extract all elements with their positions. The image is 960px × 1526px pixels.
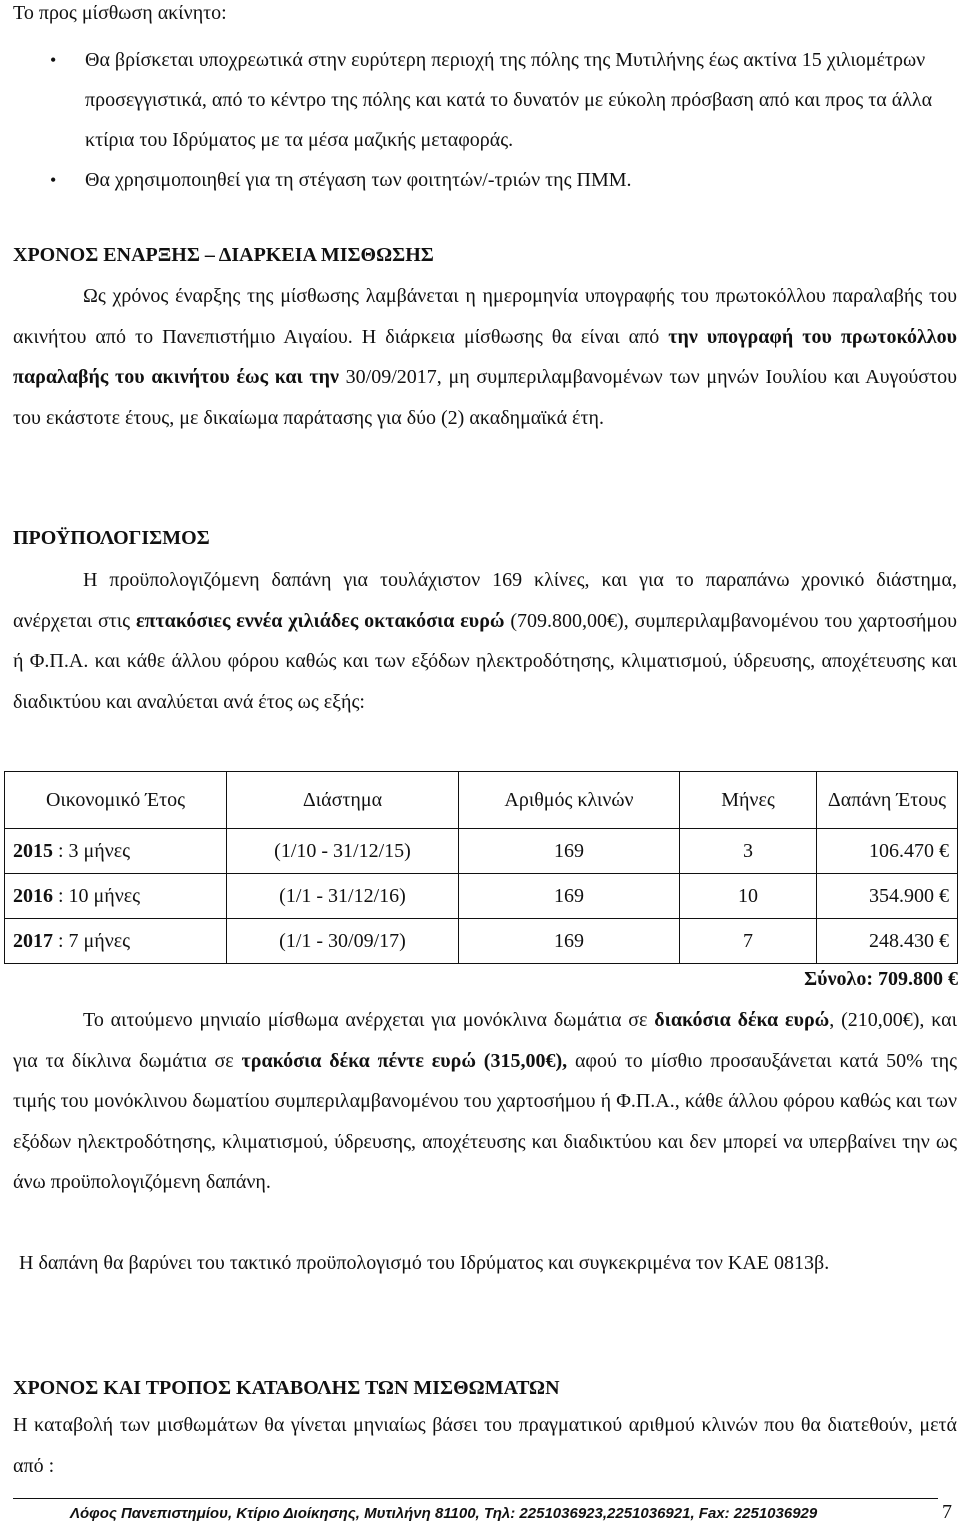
section-heading-budget: ΠΡΟΫΠΟΛΟΓΙΣΜΟΣ (13, 527, 210, 549)
table-cell: 106.470 € (817, 829, 958, 874)
table-header: Οικονομικό Έτος (5, 772, 227, 829)
budget-total: Σύνολο: 709.800 € (804, 968, 958, 990)
budget-table (4, 771, 958, 964)
list-item: • Θα χρησιμοποιηθεί για τη στέγαση των φοιτητών/-τριών της ΠΜΜ. (0, 160, 960, 200)
table-cell: (1/1 - 30/09/17) (227, 919, 459, 964)
table-cell: (1/1 - 31/12/16) (227, 874, 459, 919)
table-header: Αριθμός κλινών (459, 772, 680, 829)
table-row (5, 829, 958, 874)
table-row (5, 919, 958, 964)
table-cell: 2017 : 7 μήνες (5, 919, 227, 964)
table-cell: 2015 : 3 μήνες (5, 829, 227, 874)
payment-paragraph: Η καταβολή των μισθωμάτων θα γίνεται μηνιαίως βάσει του πραγματικού αριθμού κλινών που θα διατεθούν, μετά από : (13, 1414, 957, 1477)
footer-divider (13, 1498, 938, 1499)
table-cell: 169 (459, 919, 680, 964)
page-number: 7 (942, 1501, 952, 1523)
table-cell: 248.430 € (817, 919, 958, 964)
table-cell: (1/10 - 31/12/15) (227, 829, 459, 874)
table-cell: 169 (459, 829, 680, 874)
list-item: • Θα βρίσκεται υποχρεωτικά στην ευρύτερη περιοχή της πόλης της Μυτιλήνης έως ακτίνα 15 χιλιομέτρων προσεγγιστικά, από το κέντρο της πόλης και κατά το δυνατόν με εύκολη πρόσβαση από και προς τα άλλα κτίρια του Ιδρύματος με τα μέσα μαζικής μεταφοράς. (0, 40, 960, 160)
table-cell: 10 (680, 874, 817, 919)
budget-paragraph: Η προϋπολογιζόμενη δαπάνη για τουλάχιστον 169 κλίνες, και για το παραπάνω χρονικό διάστημα, ανέρχεται στις επτακόσιες εννέα χιλιάδες οκτακόσια ευρώ (709.800,00€), συμπεριλαμβανομένου του χαρτοσήμου ή Φ.Π.Α. και κάθε άλλου φόρου καθώς και των εξόδων ηλεκτροδότησης, κλιματισμού, ύδρευσης, αποχέτευσης και διαδικτύου και αναλύεται ανά έτος ως εξής: (13, 569, 957, 713)
duration-paragraph: Ως χρόνος έναρξης της μίσθωσης λαμβάνεται η ημερομηνία υπογραφής του πρωτοκόλλου παραλαβής του ακινήτου από το Πανεπιστήμιο Αιγαίου. Η διάρκεια μίσθωσης θα είναι από την υπογραφή του πρωτοκόλλου παραλαβής του ακινήτου έως και την 30/09/2017, μη συμπεριλαμβανομένων των μηνών Ιουλίου και Αυγούστου του εκάστοτε έτους, με δικαίωμα παράτασης για δύο (2) ακαδημαϊκά έτη. (13, 285, 958, 429)
rent-paragraph: Το αιτούμενο μηνιαίο μίσθωμα ανέρχεται για μονόκλινα δωμάτια σε διακόσια δέκα ευρώ, (210,00€), και για τα δίκλινα δωμάτια σε τρακόσια δέκα πέντε ευρώ (315,00€), αφού το μίσθιο προσαυξάνεται κατά 50% της τιμής του μονόκλινου δωματίου συμπεριλαμβανομένου του χαρτοσήμου ή Φ.Π.Α., κάθε άλλου φόρου καθώς και των εξόδων ηλεκτροδότησης, κλιματισμού, ύδρευσης, αποχέτευσης και διαδικτύου και δεν μπορεί να υπερβαίνει την ως άνω προϋπολογιζόμενη δαπάνη. (13, 1009, 957, 1193)
section-heading-duration: ΧΡΟΝΟΣ ΕΝΑΡΞΗΣ – ΔΙΑΡΚΕΙΑ ΜΙΣΘΩΣΗΣ (13, 244, 434, 266)
table-row (5, 874, 958, 919)
requirements-list (0, 40, 960, 200)
table-cell: 169 (459, 874, 680, 919)
section-heading-payment: ΧΡΟΝΟΣ ΚΑΙ ΤΡΟΠΟΣ ΚΑΤΑΒΟΛΗΣ ΤΩΝ ΜΙΣΘΩΜΑΤΩΝ (13, 1377, 560, 1399)
table-header: Δαπάνη Έτους (817, 772, 958, 829)
footer-address: Λόφος Πανεπιστημίου, Κτίριο Διοίκησης, Μυτιλήνη 81100, Τηλ: 2251036923,2251036921, Fax: 2251036929 (70, 1505, 818, 1522)
table-header: Διάστημα (227, 772, 459, 829)
table-cell: 2016 : 10 μήνες (5, 874, 227, 919)
table-header-row (5, 772, 958, 829)
funding-paragraph: Η δαπάνη θα βαρύνει του τακτικό προϋπολογισμό του Ιδρύματος και συγκεκριμένα τον ΚΑΕ 0813β. (19, 1252, 830, 1274)
intro-text: Το προς μίσθωση ακίνητο: (13, 2, 227, 24)
table-header: Μήνες (680, 772, 817, 829)
table-cell: 3 (680, 829, 817, 874)
table-cell: 7 (680, 919, 817, 964)
table-cell: 354.900 € (817, 874, 958, 919)
